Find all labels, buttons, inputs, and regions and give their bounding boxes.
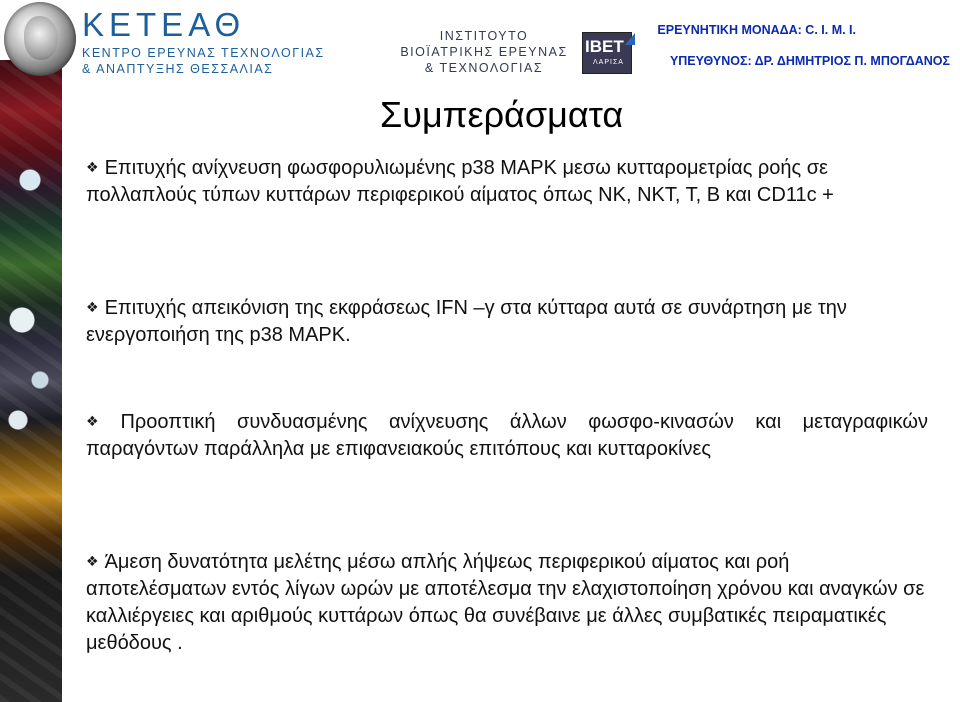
ancient-coin-logo <box>4 2 76 76</box>
institute-line: ΒΙΟΪΑΤΡΙΚΗΣ ΕΡΕΥΝΑΣ <box>400 45 568 59</box>
page-title: Συμπεράσματα <box>380 94 624 135</box>
supervisor: ΥΠΕΥΘΥΝΟΣ: ΔΡ. ΔΗΜΗΤΡΙΟΣ Π. ΜΠΟΓΔΑΝΟΣ <box>669 54 950 68</box>
org-subtitle-line1: ΚΕΝΤΡΟ ΕΡΕΥΝΑΣ ΤΕΧΝΟΛΟΓΙΑΣ <box>82 46 325 60</box>
list-item <box>86 408 928 463</box>
decorative-side-image <box>0 60 62 702</box>
diamond-bullet-icon: ❖ <box>86 553 99 569</box>
research-unit: ΕΡΕΥΝΗΤΙΚΗ ΜΟΝΑΔΑ: C. I. M. I. <box>657 23 856 37</box>
diamond-bullet-icon: ❖ <box>86 159 99 175</box>
org-subtitle-line2: & ΑΝΑΠΤΥΞΗΣ ΘΕΣΣΑΛΙΑΣ <box>82 62 274 76</box>
list-item-text: Άμεση δυνατότητα μελέτης μέσω απλής λήψεως περιφερικού αίματος και ροή αποτελέσματων εντός λίγων ωρών με αποτέλεσμα την ελαχιστοποίηση χρόνου και αναγκών σε καλλιέργειες και αριθμούς κυττάρων όπως θα συνέβαινε με άλλες συμβατικές πειραματικές μεθόδους . <box>86 551 925 654</box>
diamond-bullet-icon: ❖ <box>86 299 99 315</box>
header <box>0 0 960 80</box>
coin-head-icon <box>24 16 58 60</box>
list-item-text: Επιτυχής απεικόνιση της εκφράσεως IFN –γ στα κύτταρα αυτά σε συνάρτηση με την ενεργοποιήση της p38 MAPK. <box>86 297 847 346</box>
list-item-text: Προοπτική συνδυασμένης ανίχνευσης άλλων φωσφο-κινασών και μεταγραφικών παραγόντων παράλληλα με επιφανειακούς επιτόπους και κυτταροκίνες <box>86 411 928 460</box>
list-item <box>86 548 928 657</box>
ibet-logo-text: IBET <box>585 37 624 56</box>
institute-name <box>388 28 580 76</box>
diamond-bullet-icon: ❖ <box>86 413 115 429</box>
list-item <box>86 154 928 209</box>
ibet-logo-subtext: ΛΑΡΙΣΑ <box>593 59 624 66</box>
institute-line: & ΤΕΧΝΟΛΟΓΙΑΣ <box>424 61 544 75</box>
list-item <box>86 294 928 349</box>
logo-arrow-icon <box>625 33 635 45</box>
list-item-text: Επιτυχής ανίχνευση φωσφορυλιωμένης p38 MAPK μεσω κυτταρομετρίας ροής σε πολλαπλούς τύπων κυττάρων περιφερικού αίματος όπως NK, NKT, T, B και CD11c + <box>86 157 834 206</box>
institute-line: ΙΝΣΤΙΤΟΥΤΟ <box>439 29 529 43</box>
ibet-logo <box>582 32 632 74</box>
org-name: ΚΕΤΕΑΘ <box>82 6 246 43</box>
